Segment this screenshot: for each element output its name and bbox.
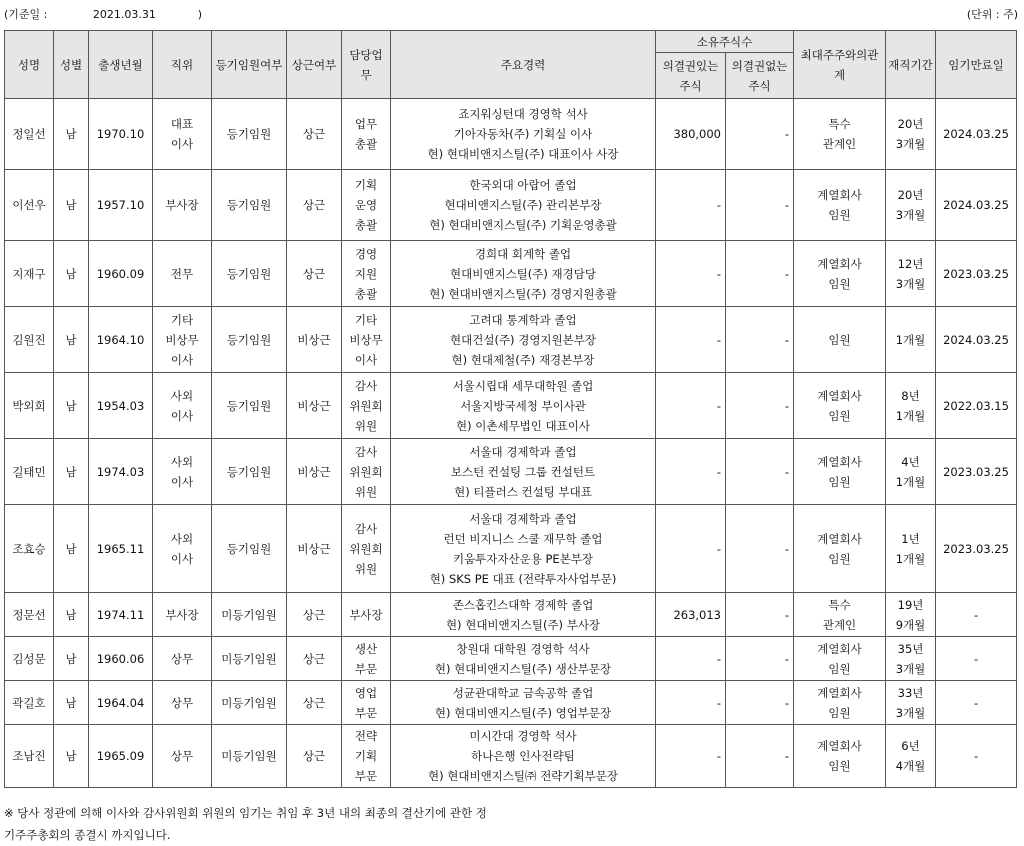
- cell-duty-line: 감사: [354, 521, 378, 536]
- cell-duty-line: 위원회: [349, 541, 383, 556]
- cell-birth: 1954.03: [89, 373, 153, 439]
- cell-tenure: [886, 725, 936, 788]
- cell-relation-line: 계열회사: [817, 256, 862, 271]
- table-row: [5, 725, 1017, 788]
- cell-relation-line: 임원: [828, 661, 851, 676]
- cell-tenure-line: 20년: [897, 188, 924, 202]
- cell-fulltime: 상근: [287, 681, 342, 725]
- header-shares: 소유주식수: [656, 31, 794, 53]
- cell-position: [153, 681, 212, 725]
- cell-term: 2022.03.15: [936, 373, 1017, 439]
- cell-name: 곽길호: [5, 681, 54, 725]
- table-row: [5, 307, 1017, 373]
- header-voting: 의결권있는 주식: [656, 53, 726, 99]
- cell-registered: 등기임원: [212, 99, 287, 170]
- cell-duty-line: 전략: [354, 729, 378, 743]
- executive-table: [4, 30, 1017, 788]
- cell-relation-line: 특수: [828, 117, 851, 131]
- cell-career-line: 키움투자자산운용 PE본부장: [452, 551, 594, 566]
- cell-position: [153, 593, 212, 637]
- cell-relation-line: 계열회사: [817, 388, 862, 403]
- cell-position-line: 이사: [170, 137, 194, 151]
- cell-voting-shares: -: [656, 681, 726, 725]
- cell-birth: 1960.06: [89, 637, 153, 681]
- cell-voting-shares: -: [656, 439, 726, 505]
- cell-career-line: 한국외대 아랍어 졸업: [469, 178, 577, 192]
- cell-term: 2024.03.25: [936, 307, 1017, 373]
- cell-gender: 남: [54, 681, 89, 725]
- cell-voting-shares: -: [656, 373, 726, 439]
- cell-duty-line: 경영: [354, 246, 378, 261]
- cell-position-line: 기타: [170, 312, 194, 327]
- cell-career: [391, 170, 656, 241]
- cell-tenure: [886, 439, 936, 505]
- table-row: [5, 439, 1017, 505]
- cell-career-line: 하나은행 인사전략팀: [471, 749, 575, 763]
- cell-career: [391, 307, 656, 373]
- cell-birth: 1960.09: [89, 241, 153, 307]
- cell-position: [153, 307, 212, 373]
- cell-nonvoting-shares: -: [726, 170, 794, 241]
- cell-name: 김원진: [5, 307, 54, 373]
- cell-duty: [342, 593, 391, 637]
- cell-tenure: [886, 373, 936, 439]
- table-body: [5, 99, 1017, 788]
- cell-position-line: 이사: [170, 352, 194, 367]
- cell-relation-line: 특수: [828, 597, 851, 612]
- cell-relation-line: 임원: [828, 474, 851, 489]
- table-row: [5, 99, 1017, 170]
- cell-relation: [794, 593, 886, 637]
- cell-nonvoting-shares: -: [726, 505, 794, 593]
- cell-career-line: 런던 비지니스 스쿨 재무학 졸업: [443, 531, 603, 546]
- cell-career: [391, 593, 656, 637]
- cell-career-line: 현) 현대제철(주) 재경본부장: [451, 352, 595, 367]
- cell-career-line: 현) 티플러스 컨설팅 부대표: [454, 484, 592, 499]
- unit-label: (단위 : 주): [966, 8, 1018, 21]
- cell-position: [153, 373, 212, 439]
- cell-nonvoting-shares: -: [726, 593, 794, 637]
- cell-name: 정일선: [5, 99, 54, 170]
- cell-tenure-line: 4년: [901, 454, 920, 469]
- cell-career-line: 현) 현대비앤지스틸(주) 생산부문장: [434, 661, 612, 676]
- cell-gender: 남: [54, 99, 89, 170]
- cell-relation-line: 임원: [828, 408, 851, 423]
- cell-position: [153, 241, 212, 307]
- cell-relation-line: 계열회사: [817, 188, 862, 202]
- table-row: [5, 373, 1017, 439]
- cell-duty-line: 기획: [354, 749, 378, 763]
- cell-voting-shares: -: [656, 307, 726, 373]
- table-row: [5, 637, 1017, 681]
- table-row: [5, 593, 1017, 637]
- header-tenure: 재직기간: [886, 31, 936, 99]
- cell-relation-line: 계열회사: [817, 531, 862, 546]
- table-caption-line: [4, 6, 1018, 22]
- cell-career-line: 현) 현대비앤지스틸(주) 영업부문장: [434, 705, 612, 720]
- cell-tenure: [886, 170, 936, 241]
- cell-tenure-line: 9개월: [895, 617, 926, 632]
- cell-career-line: 경희대 회계학 졸업: [474, 246, 572, 261]
- cell-registered: 등기임원: [212, 170, 287, 241]
- table-row: [5, 681, 1017, 725]
- cell-career: [391, 505, 656, 593]
- cell-duty-line: 위원: [354, 484, 378, 499]
- cell-voting-shares: -: [656, 241, 726, 307]
- cell-voting-shares: 263,013: [656, 593, 726, 637]
- cell-duty-line: 비상무: [349, 332, 383, 347]
- cell-relation: [794, 637, 886, 681]
- cell-registered: 등기임원: [212, 373, 287, 439]
- cell-voting-shares: -: [656, 725, 726, 788]
- cell-tenure-line: 1개월: [895, 408, 926, 423]
- cell-duty-line: 총괄: [354, 218, 378, 232]
- cell-position: [153, 505, 212, 593]
- cell-career-line: 죠지워싱턴대 경영학 석사: [458, 107, 588, 121]
- cell-career-line: 미시간대 경영학 석사: [469, 729, 577, 743]
- cell-tenure-line: 3개월: [895, 705, 926, 720]
- cell-relation-line: 임원: [828, 759, 851, 773]
- cell-duty-line: 부문: [354, 769, 378, 783]
- cell-gender: 남: [54, 593, 89, 637]
- cell-fulltime: 상근: [287, 637, 342, 681]
- cell-relation-line: 임원: [828, 332, 851, 347]
- cell-birth: 1964.04: [89, 681, 153, 725]
- cell-fulltime: 비상근: [287, 439, 342, 505]
- cell-tenure-line: 4개월: [895, 759, 926, 773]
- cell-term: 2023.03.25: [936, 505, 1017, 593]
- cell-career-line: 서울시립대 세무대학원 졸업: [452, 378, 594, 393]
- cell-registered: 등기임원: [212, 307, 287, 373]
- cell-duty-line: 부문: [354, 705, 378, 720]
- cell-position-line: 상무: [170, 749, 194, 763]
- cell-relation: [794, 505, 886, 593]
- cell-voting-shares: -: [656, 170, 726, 241]
- cell-career: [391, 99, 656, 170]
- cell-tenure-line: 33년: [897, 685, 924, 700]
- cell-career: [391, 439, 656, 505]
- cell-tenure: [886, 593, 936, 637]
- cell-tenure-line: 3개월: [895, 208, 926, 222]
- cell-position-line: 사외: [170, 388, 194, 403]
- table-header: [5, 31, 1017, 99]
- cell-career-line: 현) 현대비앤지스틸(주) 기획운영총괄: [429, 218, 617, 232]
- cell-tenure-line: 1년: [901, 531, 920, 546]
- cell-term: -: [936, 725, 1017, 788]
- cell-fulltime: 상근: [287, 99, 342, 170]
- cell-career-line: 현) 현대비앤지스틸(주) 대표이사 사장: [427, 147, 619, 161]
- cell-career-line: 존스홉킨스대학 경제학 졸업: [452, 597, 594, 612]
- cell-relation-line: 임원: [828, 705, 851, 720]
- cell-career-line: 창원대 대학원 경영학 석사: [456, 641, 590, 656]
- cell-tenure: [886, 681, 936, 725]
- cell-career-line: 현대건설(주) 경영지원본부장: [450, 332, 596, 347]
- cell-duty-line: 총괄: [354, 286, 378, 301]
- cell-career-line: 현) 이촌세무법인 대표이사: [456, 418, 590, 433]
- cell-nonvoting-shares: -: [726, 681, 794, 725]
- cell-career-line: 현대비앤지스틸(주) 관리본부장: [444, 198, 602, 212]
- cell-registered: 미등기임원: [212, 725, 287, 788]
- cell-gender: 남: [54, 241, 89, 307]
- cell-career-line: 기아자동차(주) 기획실 이사: [453, 127, 593, 141]
- cell-duty-line: 기타: [354, 312, 378, 327]
- cell-career: [391, 241, 656, 307]
- cell-relation-line: 계열회사: [817, 641, 862, 656]
- cell-name: 박외희: [5, 373, 54, 439]
- cell-name: 정문선: [5, 593, 54, 637]
- cell-duty: [342, 170, 391, 241]
- cell-duty-line: 운영: [354, 198, 378, 212]
- cell-gender: 남: [54, 505, 89, 593]
- cell-tenure-line: 20년: [897, 117, 924, 131]
- cell-duty: [342, 681, 391, 725]
- cell-duty-line: 감사: [354, 444, 378, 459]
- cell-fulltime: 상근: [287, 593, 342, 637]
- cell-position-line: 상무: [170, 695, 194, 710]
- base-date: [4, 6, 202, 22]
- cell-relation-line: 계열회사: [817, 685, 862, 700]
- cell-career-line: 현) 현대비앤지스틸(주) 경영지원총괄: [429, 286, 617, 301]
- header-birth: 출생년월: [89, 31, 153, 99]
- cell-voting-shares: -: [656, 637, 726, 681]
- cell-relation-line: 임원: [828, 208, 851, 222]
- cell-relation: [794, 373, 886, 439]
- cell-name: 조남진: [5, 725, 54, 788]
- header-nonvoting: 의결권없는 주식: [726, 53, 794, 99]
- cell-position-line: 사외: [170, 531, 194, 546]
- cell-registered: 미등기임원: [212, 593, 287, 637]
- cell-term: 2023.03.25: [936, 241, 1017, 307]
- cell-relation: [794, 439, 886, 505]
- cell-duty: [342, 307, 391, 373]
- cell-position-line: 대표: [170, 117, 194, 131]
- cell-career-line: 현대비앤지스틸(주) 재경담당: [450, 266, 596, 281]
- cell-career: [391, 637, 656, 681]
- cell-relation-line: 임원: [828, 276, 851, 291]
- cell-birth: 1974.11: [89, 593, 153, 637]
- cell-position-line: 부사장: [165, 607, 199, 622]
- cell-birth: 1974.03: [89, 439, 153, 505]
- cell-career-line: 서울대 경제학과 졸업: [469, 444, 577, 459]
- cell-duty: [342, 505, 391, 593]
- header-gender: 성별: [54, 31, 89, 99]
- cell-name: 지재구: [5, 241, 54, 307]
- cell-career-line: 성균관대학교 금속공학 졸업: [452, 685, 594, 700]
- cell-duty-line: 지원: [354, 266, 378, 281]
- cell-nonvoting-shares: -: [726, 439, 794, 505]
- cell-relation-line: 계열회사: [817, 739, 862, 753]
- cell-fulltime: 비상근: [287, 505, 342, 593]
- cell-tenure-line: 8년: [901, 388, 920, 403]
- cell-name: 이선우: [5, 170, 54, 241]
- cell-career-line: 서울대 경제학과 졸업: [469, 511, 577, 526]
- base-date-value: 2021.03.31: [92, 8, 156, 21]
- base-date-close: ): [197, 8, 203, 21]
- cell-position: [153, 99, 212, 170]
- footnote-line: ※ 당사 정관에 의해 이사와 감사위원회 위원의 임기는 취임 후 3년 내의 최종의 결산기에 관한 정: [4, 806, 487, 820]
- cell-relation: [794, 99, 886, 170]
- cell-gender: 남: [54, 307, 89, 373]
- cell-position-line: 사외: [170, 454, 194, 469]
- cell-duty: [342, 439, 391, 505]
- cell-term: 2023.03.25: [936, 439, 1017, 505]
- cell-registered: 등기임원: [212, 505, 287, 593]
- cell-duty-line: 부사장: [349, 607, 383, 622]
- cell-nonvoting-shares: -: [726, 99, 794, 170]
- cell-duty-line: 기획: [354, 178, 378, 192]
- header-position: 직위: [153, 31, 212, 99]
- base-date-label: (기준일 :: [4, 8, 48, 21]
- cell-name: 길태민: [5, 439, 54, 505]
- table-row: [5, 170, 1017, 241]
- cell-birth: 1957.10: [89, 170, 153, 241]
- cell-tenure: [886, 241, 936, 307]
- cell-duty-line: 위원: [354, 561, 378, 576]
- cell-duty-line: 부문: [354, 661, 378, 676]
- cell-position: [153, 725, 212, 788]
- cell-tenure-line: 6년: [901, 739, 920, 753]
- cell-fulltime: 상근: [287, 241, 342, 307]
- header-fulltime: 상근여부: [287, 31, 342, 99]
- cell-birth: 1965.11: [89, 505, 153, 593]
- cell-term: -: [936, 637, 1017, 681]
- cell-relation: [794, 307, 886, 373]
- cell-tenure-line: 1개월: [895, 332, 926, 347]
- cell-tenure-line: 3개월: [895, 276, 926, 291]
- cell-gender: 남: [54, 439, 89, 505]
- cell-gender: 남: [54, 725, 89, 788]
- cell-registered: 미등기임원: [212, 681, 287, 725]
- cell-relation-line: 계열회사: [817, 454, 862, 469]
- cell-fulltime: 비상근: [287, 373, 342, 439]
- cell-duty-line: 위원: [354, 418, 378, 433]
- cell-position: [153, 637, 212, 681]
- cell-tenure: [886, 307, 936, 373]
- cell-duty: [342, 725, 391, 788]
- cell-position-line: 부사장: [165, 198, 199, 212]
- cell-tenure: [886, 637, 936, 681]
- cell-tenure: [886, 505, 936, 593]
- cell-term: -: [936, 593, 1017, 637]
- cell-career-line: 현) 현대비앤지스틸(주) 부사장: [445, 617, 601, 632]
- cell-career-line: 현) SKS PE 대표 (전략투자사업부문): [429, 571, 617, 586]
- table-row: [5, 505, 1017, 593]
- cell-nonvoting-shares: -: [726, 373, 794, 439]
- cell-relation: [794, 170, 886, 241]
- cell-relation: [794, 725, 886, 788]
- cell-career: [391, 681, 656, 725]
- cell-tenure-line: 19년: [897, 597, 924, 612]
- cell-duty-line: 생산: [354, 641, 378, 656]
- cell-birth: 1965.09: [89, 725, 153, 788]
- cell-position-line: 상무: [170, 651, 194, 666]
- header-name: 성명: [5, 31, 54, 99]
- header-duty: 담당업무: [342, 31, 391, 99]
- cell-duty: [342, 241, 391, 307]
- cell-birth: 1964.10: [89, 307, 153, 373]
- cell-duty: [342, 637, 391, 681]
- cell-registered: 등기임원: [212, 439, 287, 505]
- header-career: 주요경력: [391, 31, 656, 99]
- cell-relation-line: 관계인: [822, 617, 857, 632]
- header-relation: 최대주주와의관계: [794, 31, 886, 99]
- cell-tenure: [886, 99, 936, 170]
- cell-duty-line: 영업: [354, 685, 378, 700]
- cell-tenure-line: 12년: [897, 256, 924, 271]
- footnote: [4, 802, 487, 846]
- cell-tenure-line: 1개월: [895, 551, 926, 566]
- cell-registered: 등기임원: [212, 241, 287, 307]
- cell-relation: [794, 681, 886, 725]
- header-term: 임기만료일: [936, 31, 1017, 99]
- cell-voting-shares: 380,000: [656, 99, 726, 170]
- cell-fulltime: 상근: [287, 170, 342, 241]
- cell-relation-line: 임원: [828, 551, 851, 566]
- cell-birth: 1970.10: [89, 99, 153, 170]
- cell-relation-line: 관계인: [822, 137, 857, 151]
- header-registered: 등기임원여부: [212, 31, 287, 99]
- cell-career-line: 서울지방국세청 부이사관: [460, 398, 586, 413]
- cell-nonvoting-shares: -: [726, 241, 794, 307]
- cell-career-line: 보스턴 컨설팅 그룹 컨설턴트: [450, 464, 596, 479]
- cell-position: [153, 439, 212, 505]
- cell-relation: [794, 241, 886, 307]
- cell-voting-shares: -: [656, 505, 726, 593]
- table-row: [5, 241, 1017, 307]
- cell-gender: 남: [54, 170, 89, 241]
- cell-fulltime: 비상근: [287, 307, 342, 373]
- cell-career-line: 고려대 통계학과 졸업: [469, 312, 577, 327]
- cell-duty-line: 총괄: [354, 137, 378, 151]
- cell-name: 조효승: [5, 505, 54, 593]
- cell-position-line: 전무: [170, 266, 194, 281]
- cell-duty: [342, 99, 391, 170]
- cell-nonvoting-shares: -: [726, 637, 794, 681]
- cell-career: [391, 725, 656, 788]
- cell-duty: [342, 373, 391, 439]
- footnote-line: 기주주총회의 종결시 까지입니다.: [4, 828, 171, 842]
- cell-tenure-line: 1개월: [895, 474, 926, 489]
- cell-fulltime: 상근: [287, 725, 342, 788]
- cell-position: [153, 170, 212, 241]
- cell-term: 2024.03.25: [936, 170, 1017, 241]
- cell-position-line: 이사: [170, 474, 194, 489]
- cell-gender: 남: [54, 637, 89, 681]
- cell-duty-line: 이사: [354, 352, 378, 367]
- cell-nonvoting-shares: -: [726, 725, 794, 788]
- cell-career-line: 현) 현대비앤지스틸㈜ 전략기획부문장: [428, 769, 618, 783]
- cell-tenure-line: 35년: [897, 641, 924, 656]
- cell-tenure-line: 3개월: [895, 661, 926, 676]
- cell-nonvoting-shares: -: [726, 307, 794, 373]
- cell-duty-line: 위원회: [349, 398, 383, 413]
- cell-tenure-line: 3개월: [895, 137, 926, 151]
- cell-position-line: 이사: [170, 551, 194, 566]
- cell-name: 김성문: [5, 637, 54, 681]
- cell-gender: 남: [54, 373, 89, 439]
- cell-duty-line: 업무: [354, 117, 378, 131]
- cell-duty-line: 감사: [354, 378, 378, 393]
- cell-career: [391, 373, 656, 439]
- cell-duty-line: 위원회: [349, 464, 383, 479]
- cell-term: -: [936, 681, 1017, 725]
- cell-position-line: 이사: [170, 408, 194, 423]
- cell-registered: 미등기임원: [212, 637, 287, 681]
- cell-term: 2024.03.25: [936, 99, 1017, 170]
- cell-position-line: 비상무: [165, 332, 199, 347]
